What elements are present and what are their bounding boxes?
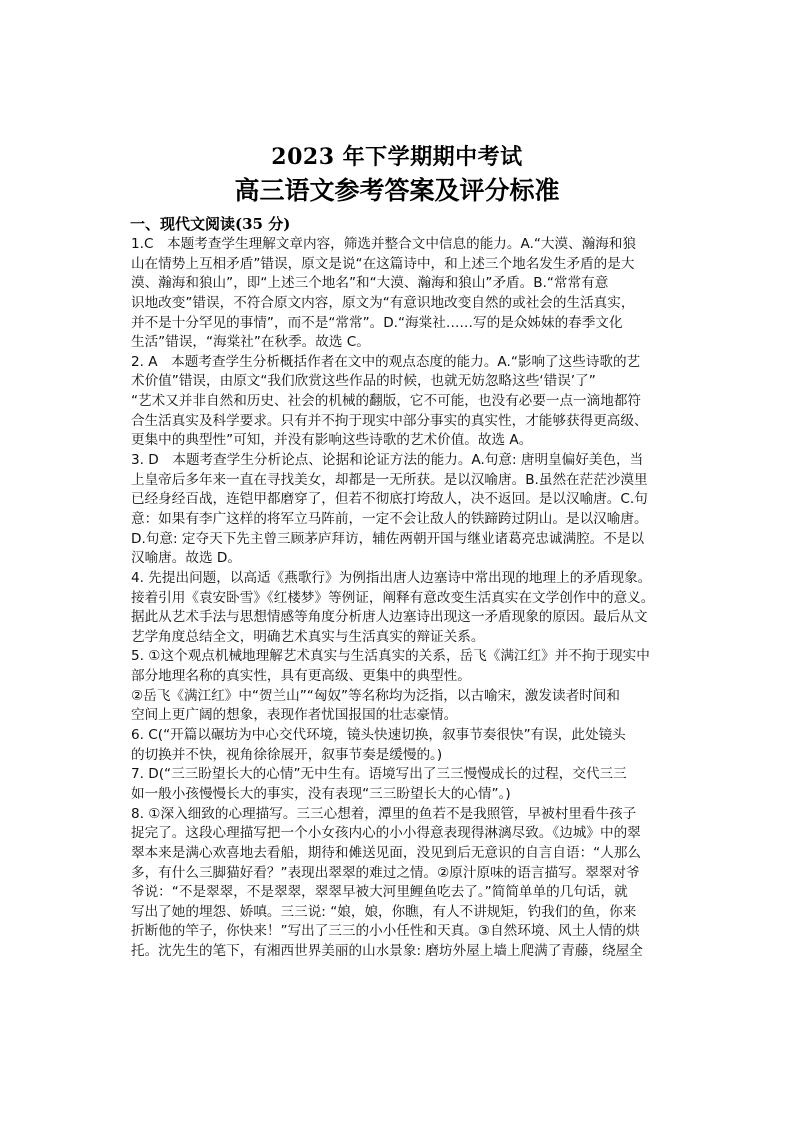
text-line: 翠本来是满心欢喜地去看船，期待和傩送见面，没见到后无意识的自言自语：“人那么 bbox=[131, 844, 642, 861]
text-line: 爷说：“不是翠翠，不是翠翠，翠翠早被大河里鲤鱼吃去了。”简简单单的几句话，就 bbox=[131, 884, 628, 901]
text-line: 7. D(“三三盼望长大的心情”无中生有。语境写出了三三慢慢成长的过程，交代三三 bbox=[131, 766, 627, 783]
text-line: 术价值”错误，由原文“我们欣赏这些作品的时候，也就无妨忽略这些‘错误’了” bbox=[131, 373, 596, 390]
text-line: 部分地理名称的真实性，具有更高级、更集中的典型性。 bbox=[131, 668, 471, 685]
text-line: “艺术又并非自然和历史、社会的机械的翻版，它不可能，也没有必要一点一滴地都符 bbox=[131, 393, 642, 410]
answer-key-subtitle: 高三语文参考答案及评分标准 bbox=[234, 176, 560, 205]
text-line: 意：如果有李广这样的将军立马阵前，一定不会让敌人的铁蹄跨过阴山。是以汉喻唐。 bbox=[131, 510, 648, 527]
text-line: 汉喻唐。故选 D。 bbox=[131, 550, 241, 567]
exam-title: 2023 年下学期期中考试 bbox=[271, 144, 523, 170]
text-line: 识地改变”错误，不符合原文内容，原文为“有意识地改变自然的或社会的生活真实， bbox=[131, 294, 635, 311]
text-line: 3. D 本题考查学生分析论点、论据和论证方法的能力。A.句意: 唐明皇偏好美色，当 bbox=[131, 452, 644, 469]
text-line: 漠、瀚海和狼山”，即“上述三个地名”和“大漠、瀚海和狼山”矛盾。B.“常常有意 bbox=[131, 275, 609, 292]
text-line: 写出了她的埋怨、娇嗔。三三说: “娘，娘，你瞧，有人不讲规矩，钓我们的鱼，你来 bbox=[131, 903, 637, 920]
text-line: 并不是十分罕见的事情”，而不是“常常”。D.“海棠社……写的是众姊妹的春季文化 bbox=[131, 314, 623, 331]
text-line: 如一般小孩慢慢长大的事实，没有表现“三三盼望长大的心情”。) bbox=[131, 785, 511, 802]
text-line: 据此从艺术手法与思想情感等角度分析唐人边塞诗出现这一矛盾现象的原因。最后从文 bbox=[131, 609, 648, 626]
text-line: 空间上更广阔的想象，表现作者忧国报国的壮志豪情。 bbox=[131, 707, 458, 724]
text-line: D.句意: 定夺天下先主曾三顾茅庐拜访，辅佐两朝开国与继业诸葛亮忠诚满腔。不是以 bbox=[131, 530, 645, 547]
text-line: 合生活真实及科学要求。只有并不拘于现实中部分事实的真实性，才能够获得更高级、 bbox=[131, 412, 648, 429]
text-line: 艺学角度总结全文，明确艺术真实与生活真实的辩证关系。 bbox=[131, 628, 485, 645]
text-line: 上皇帝后多年来一直在寻找美女，却都是一无所获。是以汉喻唐。B.虽然在茫茫沙漠里 bbox=[131, 471, 648, 488]
text-line: 更集中的典型性”可知，并没有影响这些诗歌的艺术价值。故选 A。 bbox=[131, 432, 533, 449]
text-line: 折断他的竿子，你快来！”写出了三三的小小任性和天真。③自然环境、风土人情的烘 bbox=[131, 923, 640, 940]
section-heading-modern-reading: 一、现代文阅读(35 分) bbox=[130, 215, 291, 233]
text-line: 2. A 本题考查学生分析概括作者在文中的观点态度的能力。A.“影响了这些诗歌的艺 bbox=[131, 353, 641, 370]
text-line: 山在情势上互相矛盾”错误，原文是说“在这篇诗中，和上述三个地名发生矛盾的是大 bbox=[131, 255, 635, 272]
text-line: 托。沈先生的笔下，有湘西世界美丽的山水景象: 磨坊外屋上墙上爬满了青藤，绕屋全 bbox=[131, 943, 643, 960]
answer-body-text bbox=[131, 235, 666, 962]
text-line: 8. ①深入细致的心理描写。三三心想着，潭里的鱼若不是我照管，早被村里看牛孩子 bbox=[131, 805, 637, 822]
text-line: 多，有什么三脚猫好看？”表现出翠翠的难过之情。②原汁原味的语言描写。翠翠对爷 bbox=[131, 864, 640, 881]
text-line: ②岳飞《满江红》中“贺兰山”“匈奴”等名称均为泛指，以古喻宋，激发读者时间和 bbox=[131, 687, 620, 704]
text-line: 接着引用《袁安卧雪》《红楼梦》等例证，阐释有意改变生活真实在文学创作中的意义。 bbox=[131, 589, 655, 606]
text-line: 捉完了。这段心理描写把一个小女孩内心的小小得意表现得淋漓尽致。《边城》中的翠 bbox=[131, 825, 641, 842]
text-line: 1.C 本题考查学生理解文章内容，筛选并整合文中信息的能力。A.“大漠、瀚海和狼 bbox=[131, 236, 637, 252]
text-line: 已经身经百战，连铠甲都磨穿了，但若不彻底打垮敌人，决不返回。是以汉喻唐。C.句 bbox=[131, 491, 648, 508]
text-line: 6. C(“开篇以碾坊为中心交代环境，镜头快速切换，叙事节奏很快”有误，此处镜头 bbox=[131, 727, 626, 744]
text-line: 生活”错误，“海棠社”在秋季。故选 C。 bbox=[131, 334, 370, 351]
text-line: 4. 先提出问题，以高适《燕歌行》为例指出唐人边塞诗中常出现的地理上的矛盾现象。 bbox=[131, 569, 652, 586]
text-line: 的切换并不快，视角徐徐展开，叙事节奏是缓慢的。) bbox=[131, 746, 443, 763]
text-line: 5. ①这个观点机械地理解艺术真实与生活真实的关系，岳飞《满江红》并不拘于现实中 bbox=[131, 648, 650, 665]
